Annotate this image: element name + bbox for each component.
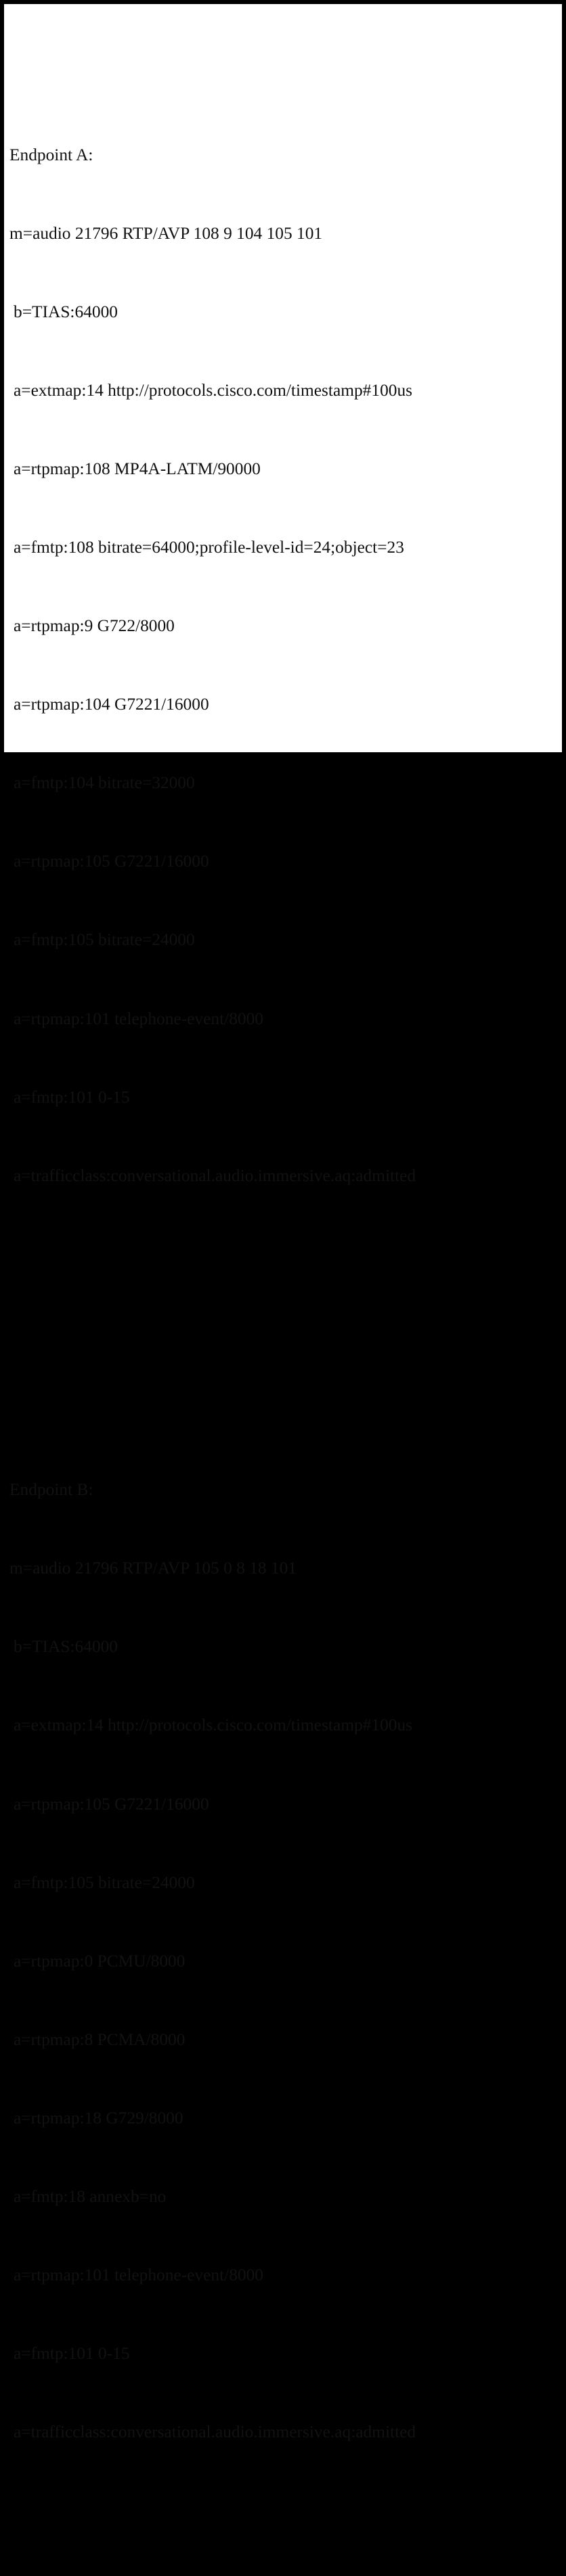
endpoint-b-attribute: a=rtpmap:101 telephone-event/8000: [14, 2266, 263, 2285]
section-spacer: [9, 1320, 416, 1346]
endpoint-a-section: [9, 89, 416, 1241]
endpoint-a-attribute: a=fmtp:104 bitrate=32000: [14, 773, 195, 793]
endpoint-b-attribute: a=rtpmap:8 PCMA/8000: [14, 2029, 186, 2049]
endpoint-b-attribute: a=rtpmap:105 G7221/16000: [14, 1794, 209, 1814]
endpoint-a-attribute: a=fmtp:101 0-15: [14, 1087, 130, 1107]
endpoint-a-heading: Endpoint A:: [9, 145, 93, 164]
endpoint-b-attribute: a=rtpmap:0 PCMU/8000: [14, 1951, 186, 1971]
endpoint-a-attribute: a=rtpmap:105 G7221/16000: [14, 852, 209, 871]
endpoint-a-media-line: m=audio 21796 RTP/AVP 108 9 104 105 101: [9, 223, 323, 243]
endpoint-a-attribute: a=trafficclass:conversational.audio.immersive.aq:admitted: [14, 1166, 416, 1185]
document-frame: [4, 4, 562, 2442]
endpoint-a-attribute: a=rtpmap:108 MP4A-LATM/90000: [14, 459, 261, 478]
endpoint-b-attribute: a=fmtp:18 annexb=no: [14, 2186, 167, 2206]
endpoint-b-attribute: a=extmap:14 http://protocols.cisco.com/timestamp#100us: [14, 1716, 413, 1735]
endpoint-a-attribute: b=TIAS:64000: [14, 302, 118, 321]
endpoint-a-attribute: a=rtpmap:104 G7221/16000: [14, 695, 209, 714]
endpoint-a-attribute: a=fmtp:105 bitrate=24000: [14, 930, 195, 950]
endpoint-b-heading: Endpoint B:: [9, 1480, 93, 1500]
endpoint-a-attribute: a=rtpmap:9 G722/8000: [14, 616, 175, 636]
endpoint-b-attribute: a=fmtp:105 bitrate=24000: [14, 1872, 195, 1892]
endpoint-b-media-line: m=audio 21796 RTP/AVP 105 0 8 18 101: [9, 1559, 297, 1578]
sdp-listing: [9, 11, 416, 2576]
endpoint-b-attribute: a=trafficclass:conversational.audio.immersive.aq:admitted: [14, 2422, 416, 2442]
endpoint-b-attribute: a=rtpmap:18 G729/8000: [14, 2108, 183, 2128]
endpoint-a-attribute: a=extmap:14 http://protocols.cisco.com/timestamp#100us: [14, 380, 413, 400]
endpoint-a-attribute: a=rtpmap:101 telephone-event/8000: [14, 1009, 263, 1028]
endpoint-b-attribute: a=fmtp:101 0-15: [14, 2344, 130, 2364]
endpoint-b-attribute: b=TIAS:64000: [14, 1637, 118, 1657]
endpoint-a-attribute: a=fmtp:108 bitrate=64000;profile-level-id=24;object=23: [14, 537, 404, 557]
endpoint-b-section: [9, 1425, 416, 2498]
